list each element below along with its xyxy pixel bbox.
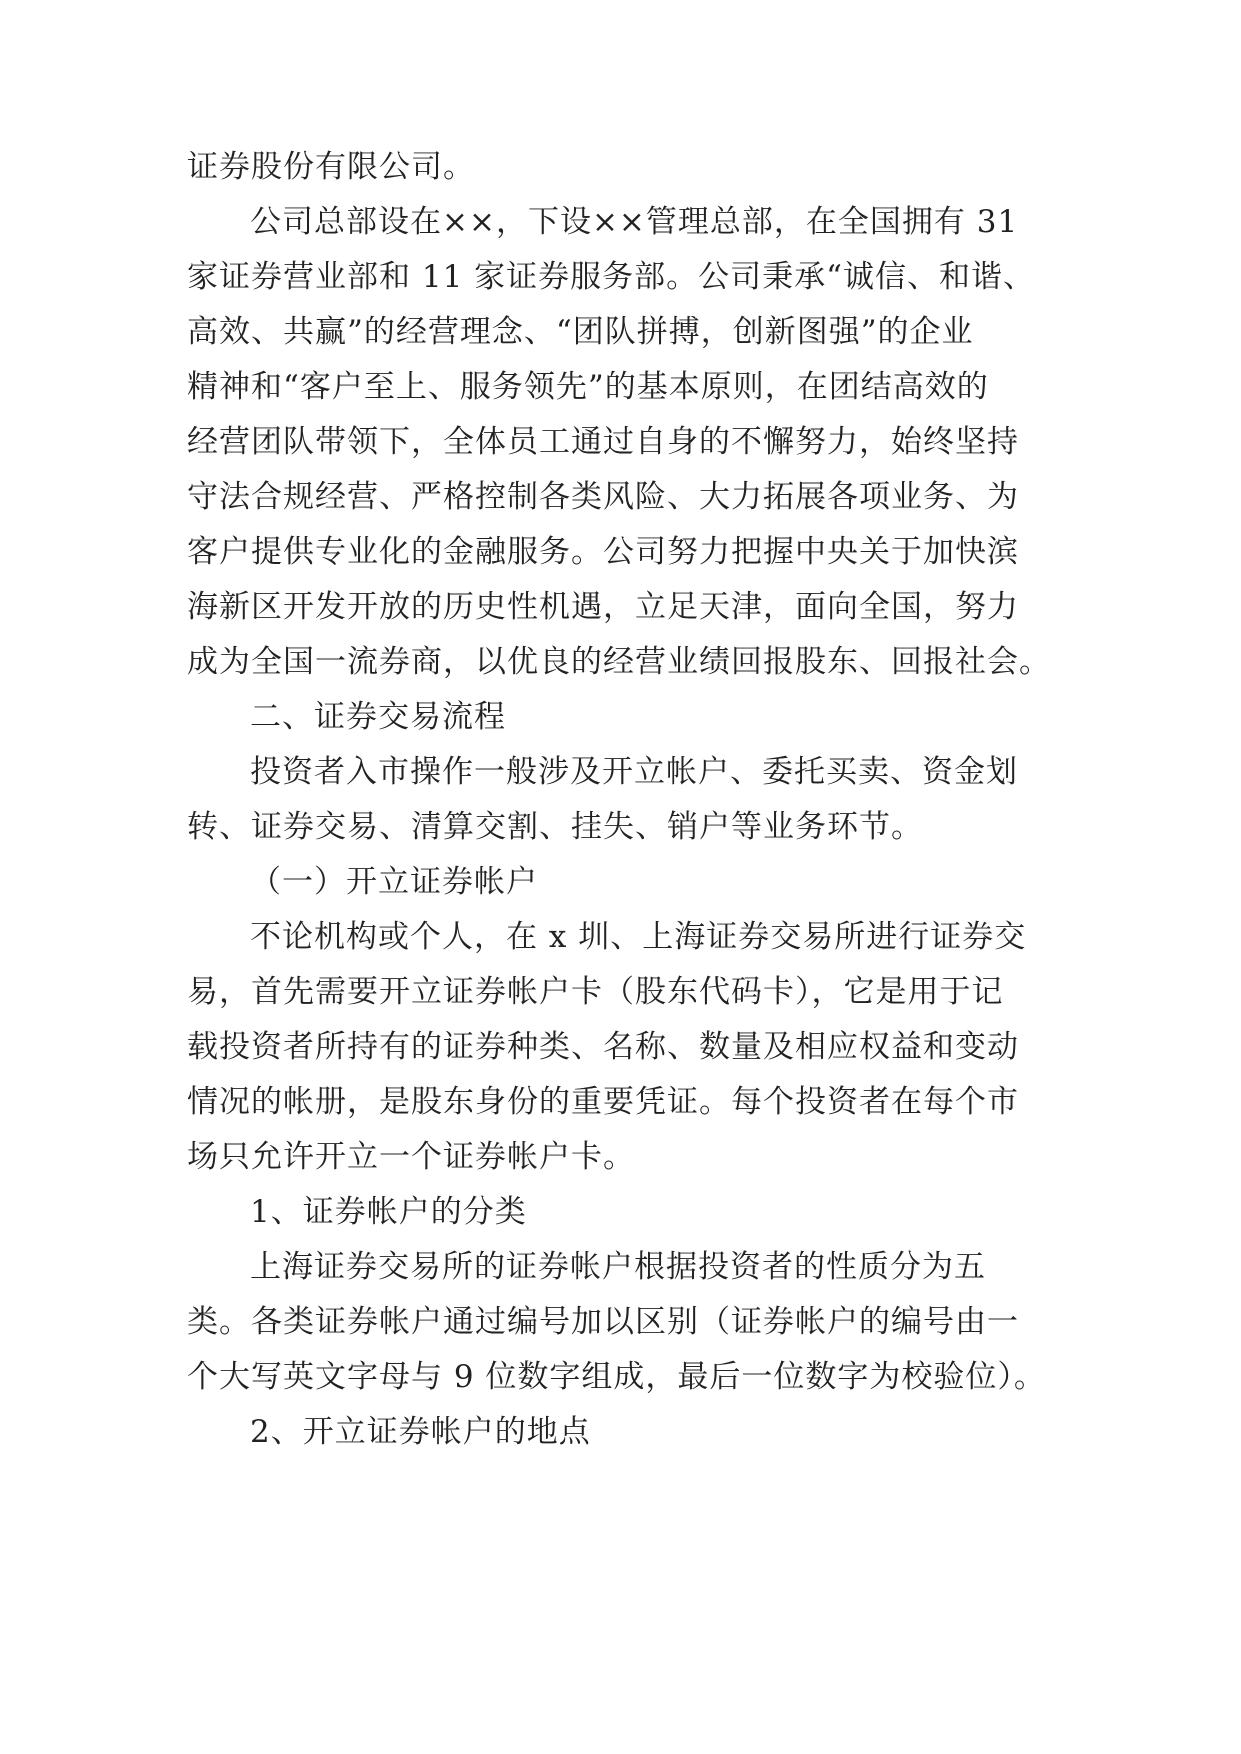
text-line: 载投资者所持有的证券种类、名称、数量及相应权益和变动	[187, 1029, 1019, 1065]
text-line: 上海证券交易所的证券帐户根据投资者的性质分为五	[250, 1249, 986, 1285]
text-line: 精神和“客户至上、服务领先”的基本原则，在团结高效的	[187, 369, 989, 405]
text-line: 个大写英文字母与 9 位数字组成，最后一位数字为校验位）。	[187, 1359, 1046, 1395]
text-line: 投资者入市操作一般涉及开立帐户、委托买卖、资金划	[250, 754, 1018, 790]
section-heading: 二、证券交易流程	[250, 699, 506, 735]
text-line: 家证券营业部和 11 家证券服务部。公司秉承“诚信、和谐、	[187, 259, 1035, 295]
text-line: 海新区开发开放的历史性机遇，立足天津，面向全国，努力	[187, 589, 1019, 625]
text-line: 守法合规经营、严格控制各类风险、大力拓展各项业务、为	[187, 479, 1019, 515]
text-line: 情况的帐册，是股东身份的重要凭证。每个投资者在每个市	[187, 1084, 1019, 1120]
text-line: 类。各类证券帐户通过编号加以区别（证券帐户的编号由一	[187, 1304, 1019, 1340]
text-line: 场只允许开立一个证券帐户卡。	[187, 1139, 635, 1175]
text-line: 不论机构或个人，在 x 圳、上海证券交易所进行证券交	[250, 919, 1027, 955]
text-line: 高效、共赢”的经营理念、“团队拼搏，创新图强”的企业	[187, 314, 974, 350]
text-line: 公司总部设在××，下设××管理总部，在全国拥有 31	[250, 204, 1019, 240]
text-line: 证券股份有限公司。	[187, 149, 475, 185]
item-heading: 1、证券帐户的分类	[250, 1194, 527, 1230]
text-line: 转、证券交易、清算交割、挂失、销户等业务环节。	[187, 809, 923, 845]
text-line: 客户提供专业化的金融服务。公司努力把握中央关于加快滨	[187, 534, 1019, 570]
text-line: 易，首先需要开立证券帐户卡（股东代码卡），它是用于记	[187, 974, 1004, 1010]
subsection-heading: （一）开立证券帐户	[250, 864, 538, 900]
text-line: 成为全国一流券商，以优良的经营业绩回报股东、回报社会。	[187, 644, 1051, 680]
item-heading: 2、开立证券帐户的地点	[250, 1414, 591, 1450]
text-line: 经营团队带领下，全体员工通过自身的不懈努力，始终坚持	[187, 424, 1019, 460]
